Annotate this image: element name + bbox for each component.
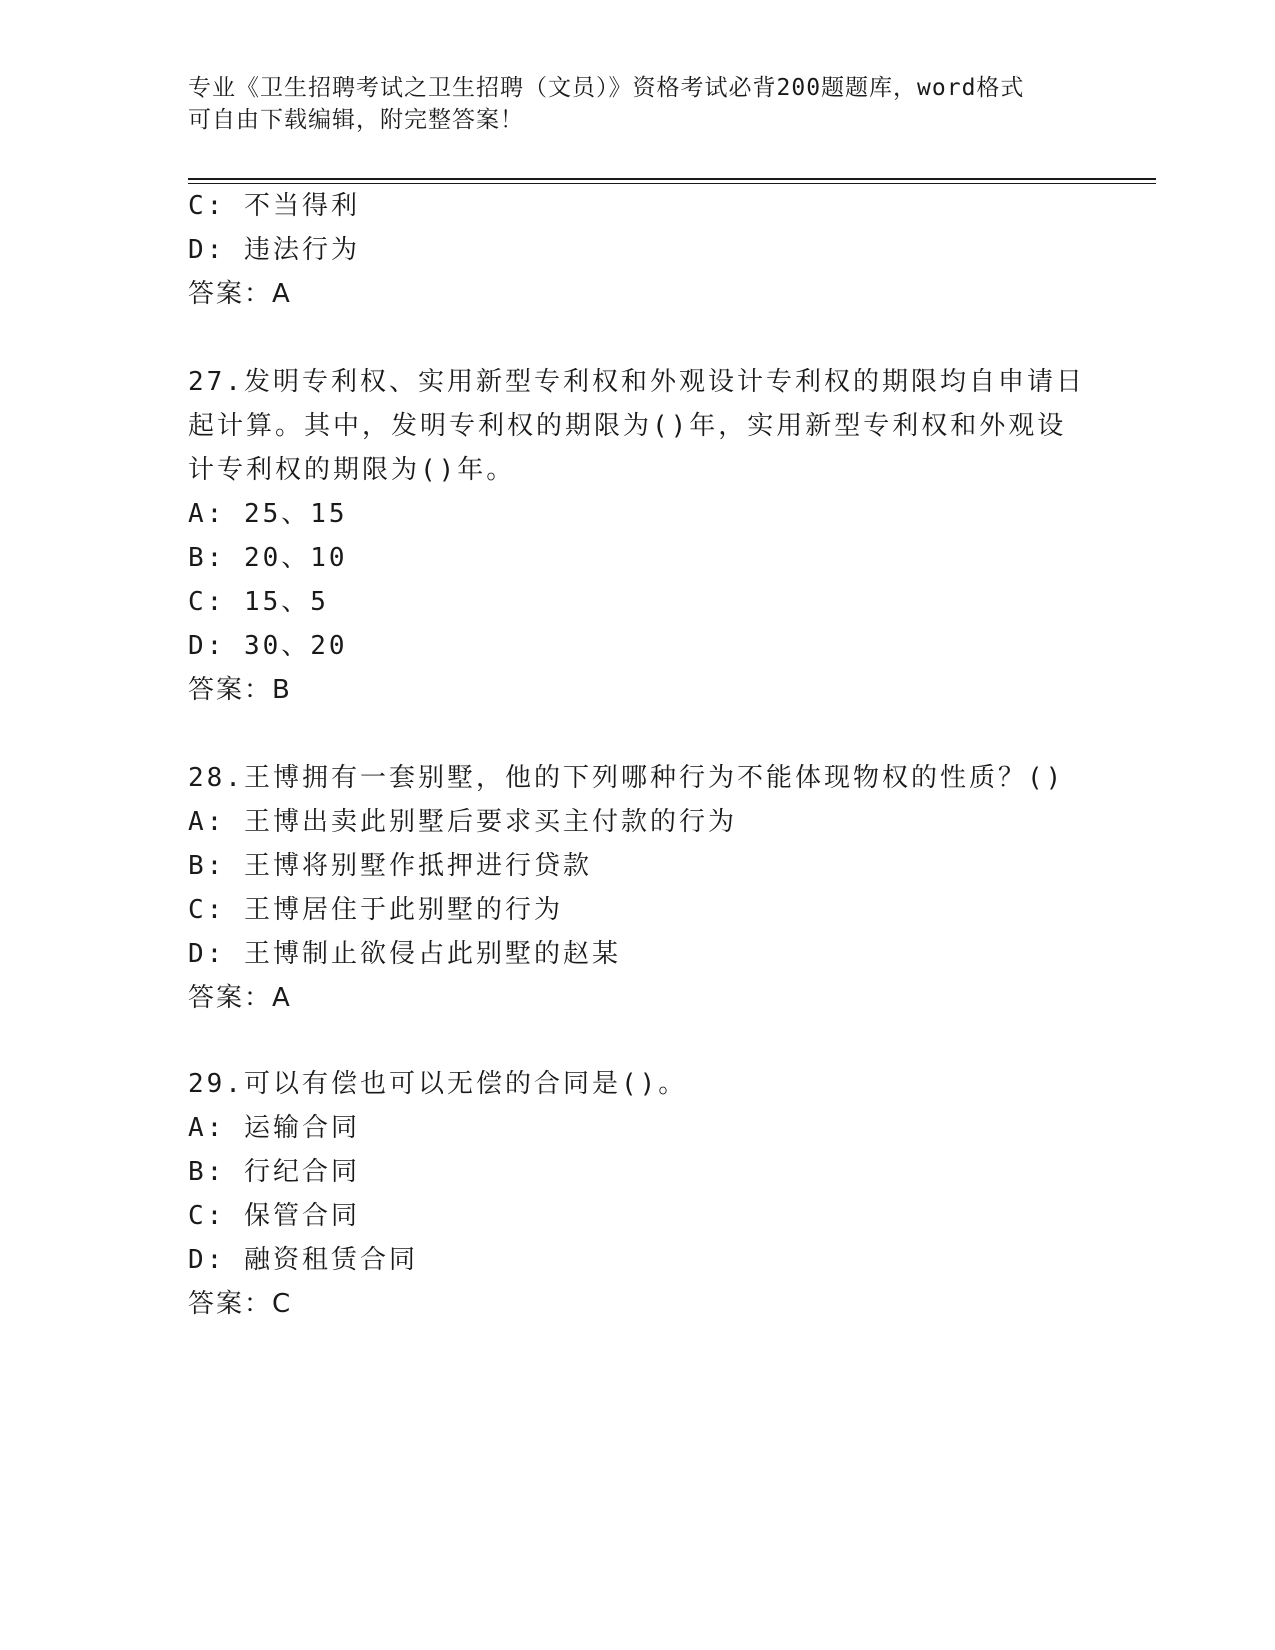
document-header xyxy=(188,72,1088,136)
q27-option-b: B: 20、10 xyxy=(188,543,348,573)
q27-option-d: D: 30、20 xyxy=(188,631,348,661)
q29-option-b: B: 行纪合同 xyxy=(188,1157,360,1187)
q28-stem-line-1: 28.王博拥有一套别墅，他的下列哪种行为不能体现物权的性质？() xyxy=(188,763,1065,793)
q27-answer: 答案：B xyxy=(188,675,292,705)
q27-stem-line-3: 计专利权的期限为()年。 xyxy=(188,455,516,485)
q28-option-a: A: 王博出卖此别墅后要求买主付款的行为 xyxy=(188,807,737,837)
prev-option-c: C: 不当得利 xyxy=(188,191,360,221)
prev-answer: 答案：A xyxy=(188,279,292,309)
prev-option-d: D: 违法行为 xyxy=(188,235,360,265)
q27-option-c: C: 15、5 xyxy=(188,587,329,617)
q28-option-c: C: 王博居住于此别墅的行为 xyxy=(188,895,563,925)
q29-option-a: A: 运输合同 xyxy=(188,1113,360,1143)
header-line-1: 专业《卫生招聘考试之卫生招聘（文员）》资格考试必背200题题库，word格式 xyxy=(188,75,1025,101)
q29-stem-line-1: 29.可以有偿也可以无偿的合同是()。 xyxy=(188,1069,688,1099)
q28-option-b: B: 王博将别墅作抵押进行贷款 xyxy=(188,851,592,881)
header-divider-thick xyxy=(188,178,1156,180)
q27-stem-line-1: 27.发明专利权、实用新型专利权和外观设计专利权的期限均自申请日 xyxy=(188,367,1085,397)
q28-option-d: D: 王博制止欲侵占此别墅的赵某 xyxy=(188,939,621,969)
q29-option-d: D: 融资租赁合同 xyxy=(188,1245,418,1275)
q29-answer: 答案：C xyxy=(188,1289,293,1319)
header-divider-thin xyxy=(188,183,1156,184)
q28-answer: 答案：A xyxy=(188,983,292,1013)
q27-option-a: A: 25、15 xyxy=(188,499,348,529)
q29-option-c: C: 保管合同 xyxy=(188,1201,360,1231)
q27-stem-line-2: 起计算。其中，发明专利权的期限为()年，实用新型专利权和外观设 xyxy=(188,411,1067,441)
header-line-2: 可自由下载编辑，附完整答案！ xyxy=(188,107,524,133)
